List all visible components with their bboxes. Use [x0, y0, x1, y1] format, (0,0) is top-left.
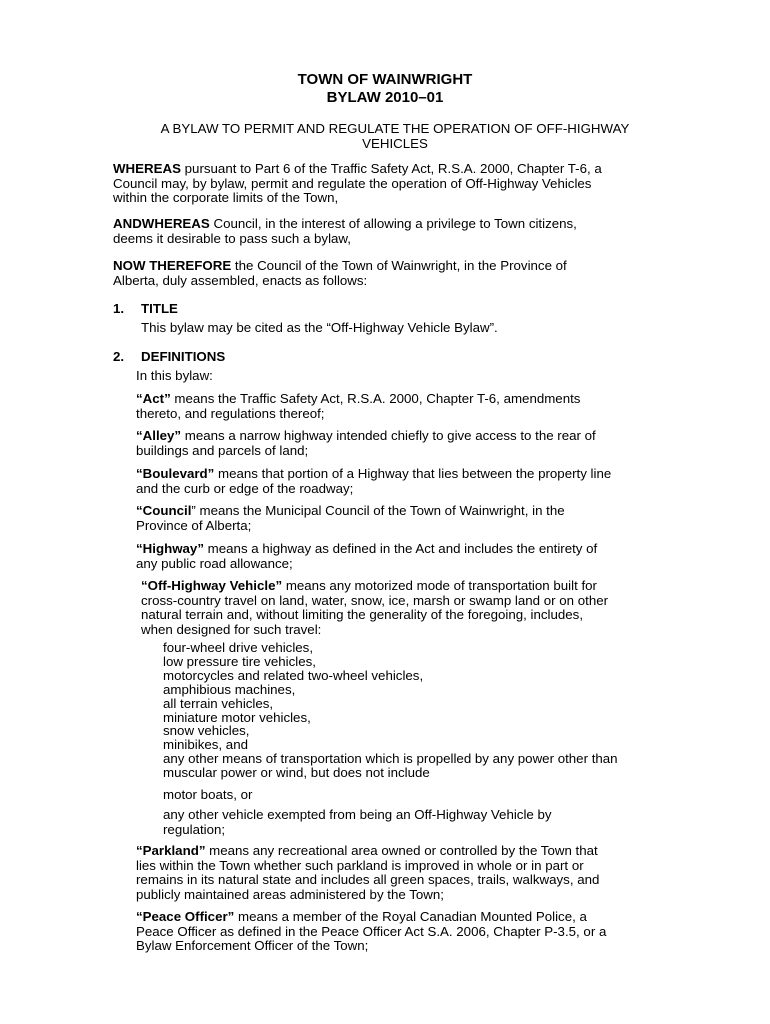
title-town: TOWN OF WAINWRIGHT [297, 71, 473, 88]
term-parkland: “Parkland” [136, 843, 206, 858]
definition-off-highway-vehicle [141, 579, 608, 637]
section-1-text: This bylaw may be cited as the “Off-Highway Vehicle Bylaw”. [141, 320, 498, 335]
term-alley: “Alley” [136, 428, 182, 443]
document-subtitle [110, 121, 680, 151]
nowtherefore-lead: NOW THEREFORE [113, 258, 232, 273]
whereas-lead: WHEREAS [113, 161, 181, 176]
subtitle-line-1: A BYLAW TO PERMIT AND REGULATE THE OPERATION OF OFF-HIGHWAY [160, 121, 630, 136]
parkland-line-3: remains in its natural state and includes all green spaces, trails, walkways, and [136, 872, 600, 888]
peace-line-2: Peace Officer as defined in the Peace Officer Act S.A. 2006, Chapter P-3.5, or a [136, 923, 607, 939]
peace-line-1: means a member of the Royal Canadian Mounted Police, a [234, 909, 587, 924]
nowtherefore-paragraph [113, 259, 567, 288]
term-off-highway-vehicle: “Off-Highway Vehicle” [141, 578, 283, 593]
highway-line-2: any public road allowance; [136, 555, 293, 571]
section-1-heading: TITLE [141, 301, 178, 316]
act-line-1: means the Traffic Safety Act, R.S.A. 2000, Chapter T-6, amendments [170, 391, 581, 406]
andwhereas-line-1: Council, in the interest of allowing a privilege to Town citizens, [209, 216, 577, 231]
ohv-line-2: cross-country travel on land, water, snow, ice, marsh or swamp land or on other [141, 592, 609, 608]
ohv-exclusion-2 [163, 808, 552, 837]
list-item: minibikes, and [163, 737, 248, 753]
exclusion-2-line-2: regulation; [163, 821, 226, 837]
definition-act [136, 392, 580, 421]
list-item: any other means of transportation which is propelled by any power other than [163, 751, 618, 767]
document-title [0, 71, 770, 107]
nowtherefore-line-2: Alberta, duly assembled, enacts as follows: [113, 272, 368, 288]
boulevard-line-1: means that portion of a Highway that lies between the property line [214, 466, 612, 481]
list-item: low pressure tire vehicles, [163, 653, 316, 669]
ohv-line-1: means any motorized mode of transportation built for [282, 578, 597, 593]
andwhereas-lead: ANDWHEREAS [113, 216, 210, 231]
section-1-number: 1. [113, 301, 125, 316]
ohv-line-3: natural terrain and, without limiting the generality of the foregoing, includes, [141, 607, 584, 623]
definition-peace-officer [136, 910, 606, 954]
ohv-exclusion-1: motor boats, or [163, 787, 253, 802]
definition-highway [136, 542, 597, 571]
term-peace-officer: “Peace Officer” [136, 909, 235, 924]
whereas-line-2: Council may, by bylaw, permit and regulate the operation of Off-Highway Vehicles [113, 175, 592, 191]
highway-line-1: means a highway as defined in the Act and includes the entirety of [203, 541, 598, 556]
nowtherefore-line-1: the Council of the Town of Wainwright, in the Province of [231, 258, 567, 273]
list-item: motorcycles and related two-wheel vehicles, [163, 667, 424, 683]
ohv-line-4: when designed for such travel: [141, 621, 322, 637]
parkland-line-4: publicly maintained areas administered by the Town; [136, 886, 444, 902]
definition-parkland [136, 844, 599, 902]
section-2-number: 2. [113, 349, 125, 364]
alley-line-1: means a narrow highway intended chiefly to give access to the rear of [181, 428, 596, 443]
andwhereas-line-2: deems it desirable to pass such a bylaw, [113, 230, 351, 246]
council-line-1: ” means the Municipal Council of the Town of Wainwright, in the [191, 503, 565, 518]
parkland-line-1: means any recreational area owned or controlled by the Town that [205, 843, 598, 858]
definition-boulevard [136, 467, 611, 496]
council-line-2: Province of Alberta; [136, 517, 252, 533]
whereas-line-3: within the corporate limits of the Town, [113, 190, 339, 206]
alley-line-2: buildings and parcels of land; [136, 442, 309, 458]
act-line-2: thereto, and regulations thereof; [136, 405, 325, 421]
list-item: all terrain vehicles, [163, 695, 274, 711]
whereas-line-1: pursuant to Part 6 of the Traffic Safety Act, R.S.A. 2000, Chapter T-6, a [180, 161, 602, 176]
boulevard-line-2: and the curb or edge of the roadway; [136, 480, 354, 496]
subtitle-line-2: VEHICLES [362, 136, 428, 151]
term-council: “Council [136, 503, 192, 518]
definition-council [136, 504, 565, 533]
parkland-line-2: lies within the Town whether such parkland is improved in whole or in part or [136, 857, 584, 873]
list-item: muscular power or wind, but does not include [163, 765, 430, 781]
list-item: miniature motor vehicles, [163, 709, 311, 725]
term-act: “Act” [136, 391, 171, 406]
title-bylaw-number: BYLAW 2010–01 [326, 89, 444, 106]
term-boulevard: “Boulevard” [136, 466, 215, 481]
definitions-intro: In this bylaw: [136, 368, 213, 383]
term-highway: “Highway” [136, 541, 204, 556]
whereas-paragraph [113, 162, 602, 206]
andwhereas-paragraph [113, 217, 577, 246]
exclusion-2-line-1: any other vehicle exempted from being an Off-Highway Vehicle by [163, 807, 552, 822]
peace-line-3: Bylaw Enforcement Officer of the Town; [136, 938, 369, 954]
section-2-heading: DEFINITIONS [141, 349, 226, 364]
list-item: amphibious machines, [163, 681, 296, 697]
list-item: four-wheel drive vehicles, [163, 640, 314, 655]
definition-alley [136, 429, 596, 458]
list-item: snow vehicles, [163, 723, 250, 739]
ohv-includes-list [163, 641, 618, 780]
